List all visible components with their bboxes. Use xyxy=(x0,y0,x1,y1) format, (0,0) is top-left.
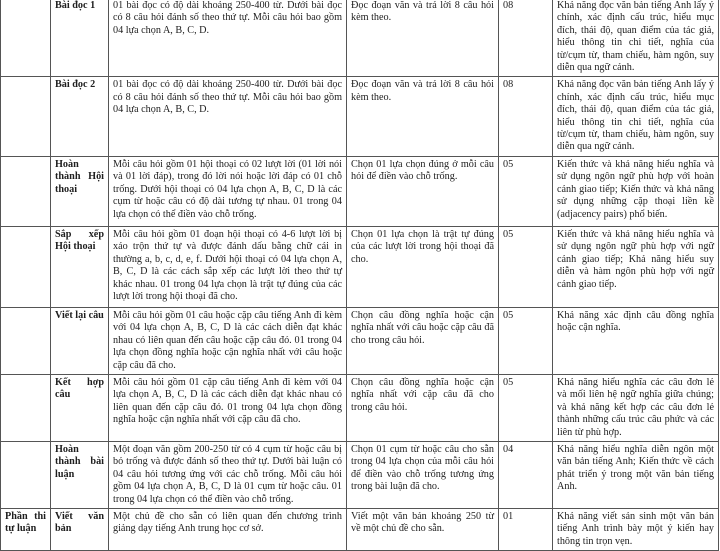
table-row xyxy=(1,307,719,374)
table-row xyxy=(1,508,719,550)
section-description: Mỗi câu hỏi gồm 01 câu hoặc cặp câu tiếng Anh đi kèm với 04 lựa chọn A, B, C, D là các cách diễn đạt khác nhau có liên quan đến câu hoặc cặp câu đó. 01 trong 04 lựa chọn đồng nghĩa hoặc cận nghĩa nhất với câu hoặc cặp câu đã cho. xyxy=(109,307,347,374)
section-name: Viết văn bản xyxy=(51,508,109,550)
section-name: Bài đọc 2 xyxy=(51,77,109,156)
section-name: Sắp xếp Hội thoại xyxy=(51,226,109,307)
table-row xyxy=(1,374,719,441)
task-instruction: Đọc đoạn văn và trả lời 8 câu hỏi kèm theo. xyxy=(347,0,499,77)
section-name: Hoàn thành Hội thoại xyxy=(51,156,109,226)
question-count: 05 xyxy=(499,374,553,441)
question-count: 05 xyxy=(499,307,553,374)
task-instruction: Chọn 01 lựa chọn đúng ở mỗi câu hỏi để điền vào chỗ trống. xyxy=(347,156,499,226)
section-description: Một chủ đề cho sẵn có liên quan đến chương trình giảng dạy tiếng Anh trung học cơ sở. xyxy=(109,508,347,550)
question-count: 05 xyxy=(499,156,553,226)
part-cell xyxy=(1,374,51,441)
skills-description: Khả năng hiểu nghĩa các câu đơn lẻ và mối liên hệ ngữ nghĩa giữa chúng; và khả năng kết hợp các câu đơn lẻ thành những cấu trúc câu phức và các liên từ phù hợp. xyxy=(553,374,719,441)
skills-description: Khả năng hiểu nghĩa diễn ngôn một văn bản tiếng Anh; Kiến thức về cách phát triển ý trong một văn bản tiếng Anh. xyxy=(553,441,719,508)
task-instruction: Chọn câu đồng nghĩa hoặc cận nghĩa nhất với cặp câu đã cho trong câu hỏi. xyxy=(347,374,499,441)
question-count: 01 xyxy=(499,508,553,550)
table-row xyxy=(1,0,719,77)
section-name: Kết hợp câu xyxy=(51,374,109,441)
table-row xyxy=(1,77,719,156)
question-count: 08 xyxy=(499,0,553,77)
skills-description: Kiến thức và khả năng hiểu nghĩa và sử dụng ngôn ngữ phù hợp với ngữ cảnh giao tiếp; Khả năng hiểu suy diễn và hàm ngôn phù hợp với ngữ cảnh giao tiếp. xyxy=(553,226,719,307)
part-cell xyxy=(1,307,51,374)
section-name: Viết lại câu xyxy=(51,307,109,374)
task-instruction: Viết một văn bản khoảng 250 từ về một chủ đề cho sẵn. xyxy=(347,508,499,550)
section-description: 01 bài đọc có độ dài khoảng 250-400 từ. Dưới bài đọc có 8 câu hỏi đánh số theo thứ tự. Mỗi câu hỏi bao gồm 04 lựa chọn A, B, C, D. xyxy=(109,77,347,156)
task-instruction: Chọn 01 cụm từ hoặc câu cho sẵn trong 04 lựa chọn của mỗi câu hỏi để điền vào chỗ trống tương ứng trong bài luận đã cho. xyxy=(347,441,499,508)
part-cell xyxy=(1,156,51,226)
section-description: 01 bài đọc có độ dài khoảng 250-400 từ. Dưới bài đọc có 8 câu hỏi đánh số theo thứ tự. Mỗi câu hỏi bao gồm 04 lựa chọn A, B, C, D. xyxy=(109,0,347,77)
part-cell xyxy=(1,441,51,508)
table-row xyxy=(1,226,719,307)
skills-description: Khả năng đọc văn bản tiếng Anh lấy ý chính, xác định cấu trúc, hiểu mục đích, thái độ, quan điểm của tác giả, hiểu thông tin chi tiết, nghĩa của từ/cụm từ, tham chiếu, hàm ngôn, suy diễn qua ngữ cảnh. xyxy=(553,77,719,156)
table-row xyxy=(1,441,719,508)
skills-description: Khả năng xác định câu đồng nghĩa hoặc cận nghĩa. xyxy=(553,307,719,374)
task-instruction: Đọc đoạn văn và trả lời 8 câu hỏi kèm theo. xyxy=(347,77,499,156)
question-count: 04 xyxy=(499,441,553,508)
skills-description: Khả năng đọc văn bản tiếng Anh lấy ý chính, xác định cấu trúc, hiểu mục đích, thái độ, quan điểm của tác giả, hiểu thông tin chi tiết, nghĩa của từ/cụm từ, tham chiếu, hàm ngôn, suy diễn qua ngữ cảnh. xyxy=(553,0,719,77)
part-label: Phần thi tự luận xyxy=(1,508,51,550)
task-instruction: Chọn câu đồng nghĩa hoặc cận nghĩa nhất với câu hoặc cặp câu đã cho trong câu hỏi. xyxy=(347,307,499,374)
section-description: Mỗi câu hỏi gồm 01 đoạn hội thoại có 4-6 lượt lời bị xáo trộn thứ tự và được đánh dấu bằng chữ cái in thường a, b, c, d, e, f. Dưới hội thoại có 04 lựa chọn A, B, C, D là các cách sắp xếp các lượt lời theo thứ tự khác nhau. 01 trong 04 lựa chọn là trật tự đúng của các lượt lời trong hội thoại đã cho. xyxy=(109,226,347,307)
table-row xyxy=(1,156,719,226)
question-count: 08 xyxy=(499,77,553,156)
part-cell xyxy=(1,0,51,77)
section-description: Một đoạn văn gồm 200-250 từ có 4 cụm từ hoặc câu bị bỏ trống và được đánh số theo thứ tự. Dưới bài luận có 04 câu hỏi tương ứng với các chỗ trống. Mỗi câu hỏi gồm 04 lựa chọn A, B, C, D là 01 cụm từ hoặc câu. 01 trong 04 lựa chọn có thể điền vào chỗ trống. xyxy=(109,441,347,508)
skills-description: Kiến thức và khả năng hiểu nghĩa và sử dụng ngôn ngữ phù hợp với hoàn cảnh giao tiếp; Kiến thức và khả năng sử dụng những cặp thoại liền kề (adjacency pairs) phổ biến. xyxy=(553,156,719,226)
question-count: 05 xyxy=(499,226,553,307)
part-cell xyxy=(1,226,51,307)
skills-description: Khả năng viết sản sinh một văn bản tiếng Anh trình bày một ý kiến hay thông tin trọn vẹn. xyxy=(553,508,719,550)
section-name: Hoàn thành bài luận xyxy=(51,441,109,508)
task-instruction: Chọn 01 lựa chọn là trật tự đúng của các lượt lời trong hội thoại đã cho. xyxy=(347,226,499,307)
section-name: Bài đọc 1 xyxy=(51,0,109,77)
part-cell xyxy=(1,77,51,156)
section-description: Mỗi câu hỏi gồm 01 hội thoại có 02 lượt lời (01 lời nói và 01 lời đáp), trong đó lời nói hoặc lời đáp có 01 chỗ trống. Dưới hội thoại có 04 lựa chọn A, B, C, D là các cụm từ hoặc câu có độ dài tương tự nhau. 01 trong 04 lựa chọn có thể điền vào chỗ trống. xyxy=(109,156,347,226)
section-description: Mỗi câu hỏi gồm 01 cặp câu tiếng Anh đi kèm với 04 lựa chọn A, B, C, D là các cách diễn đạt khác nhau có liên quan đến cặp câu đó. 01 trong 04 lựa chọn đồng nghĩa hoặc cận nghĩa nhất với cặp câu đã cho. xyxy=(109,374,347,441)
